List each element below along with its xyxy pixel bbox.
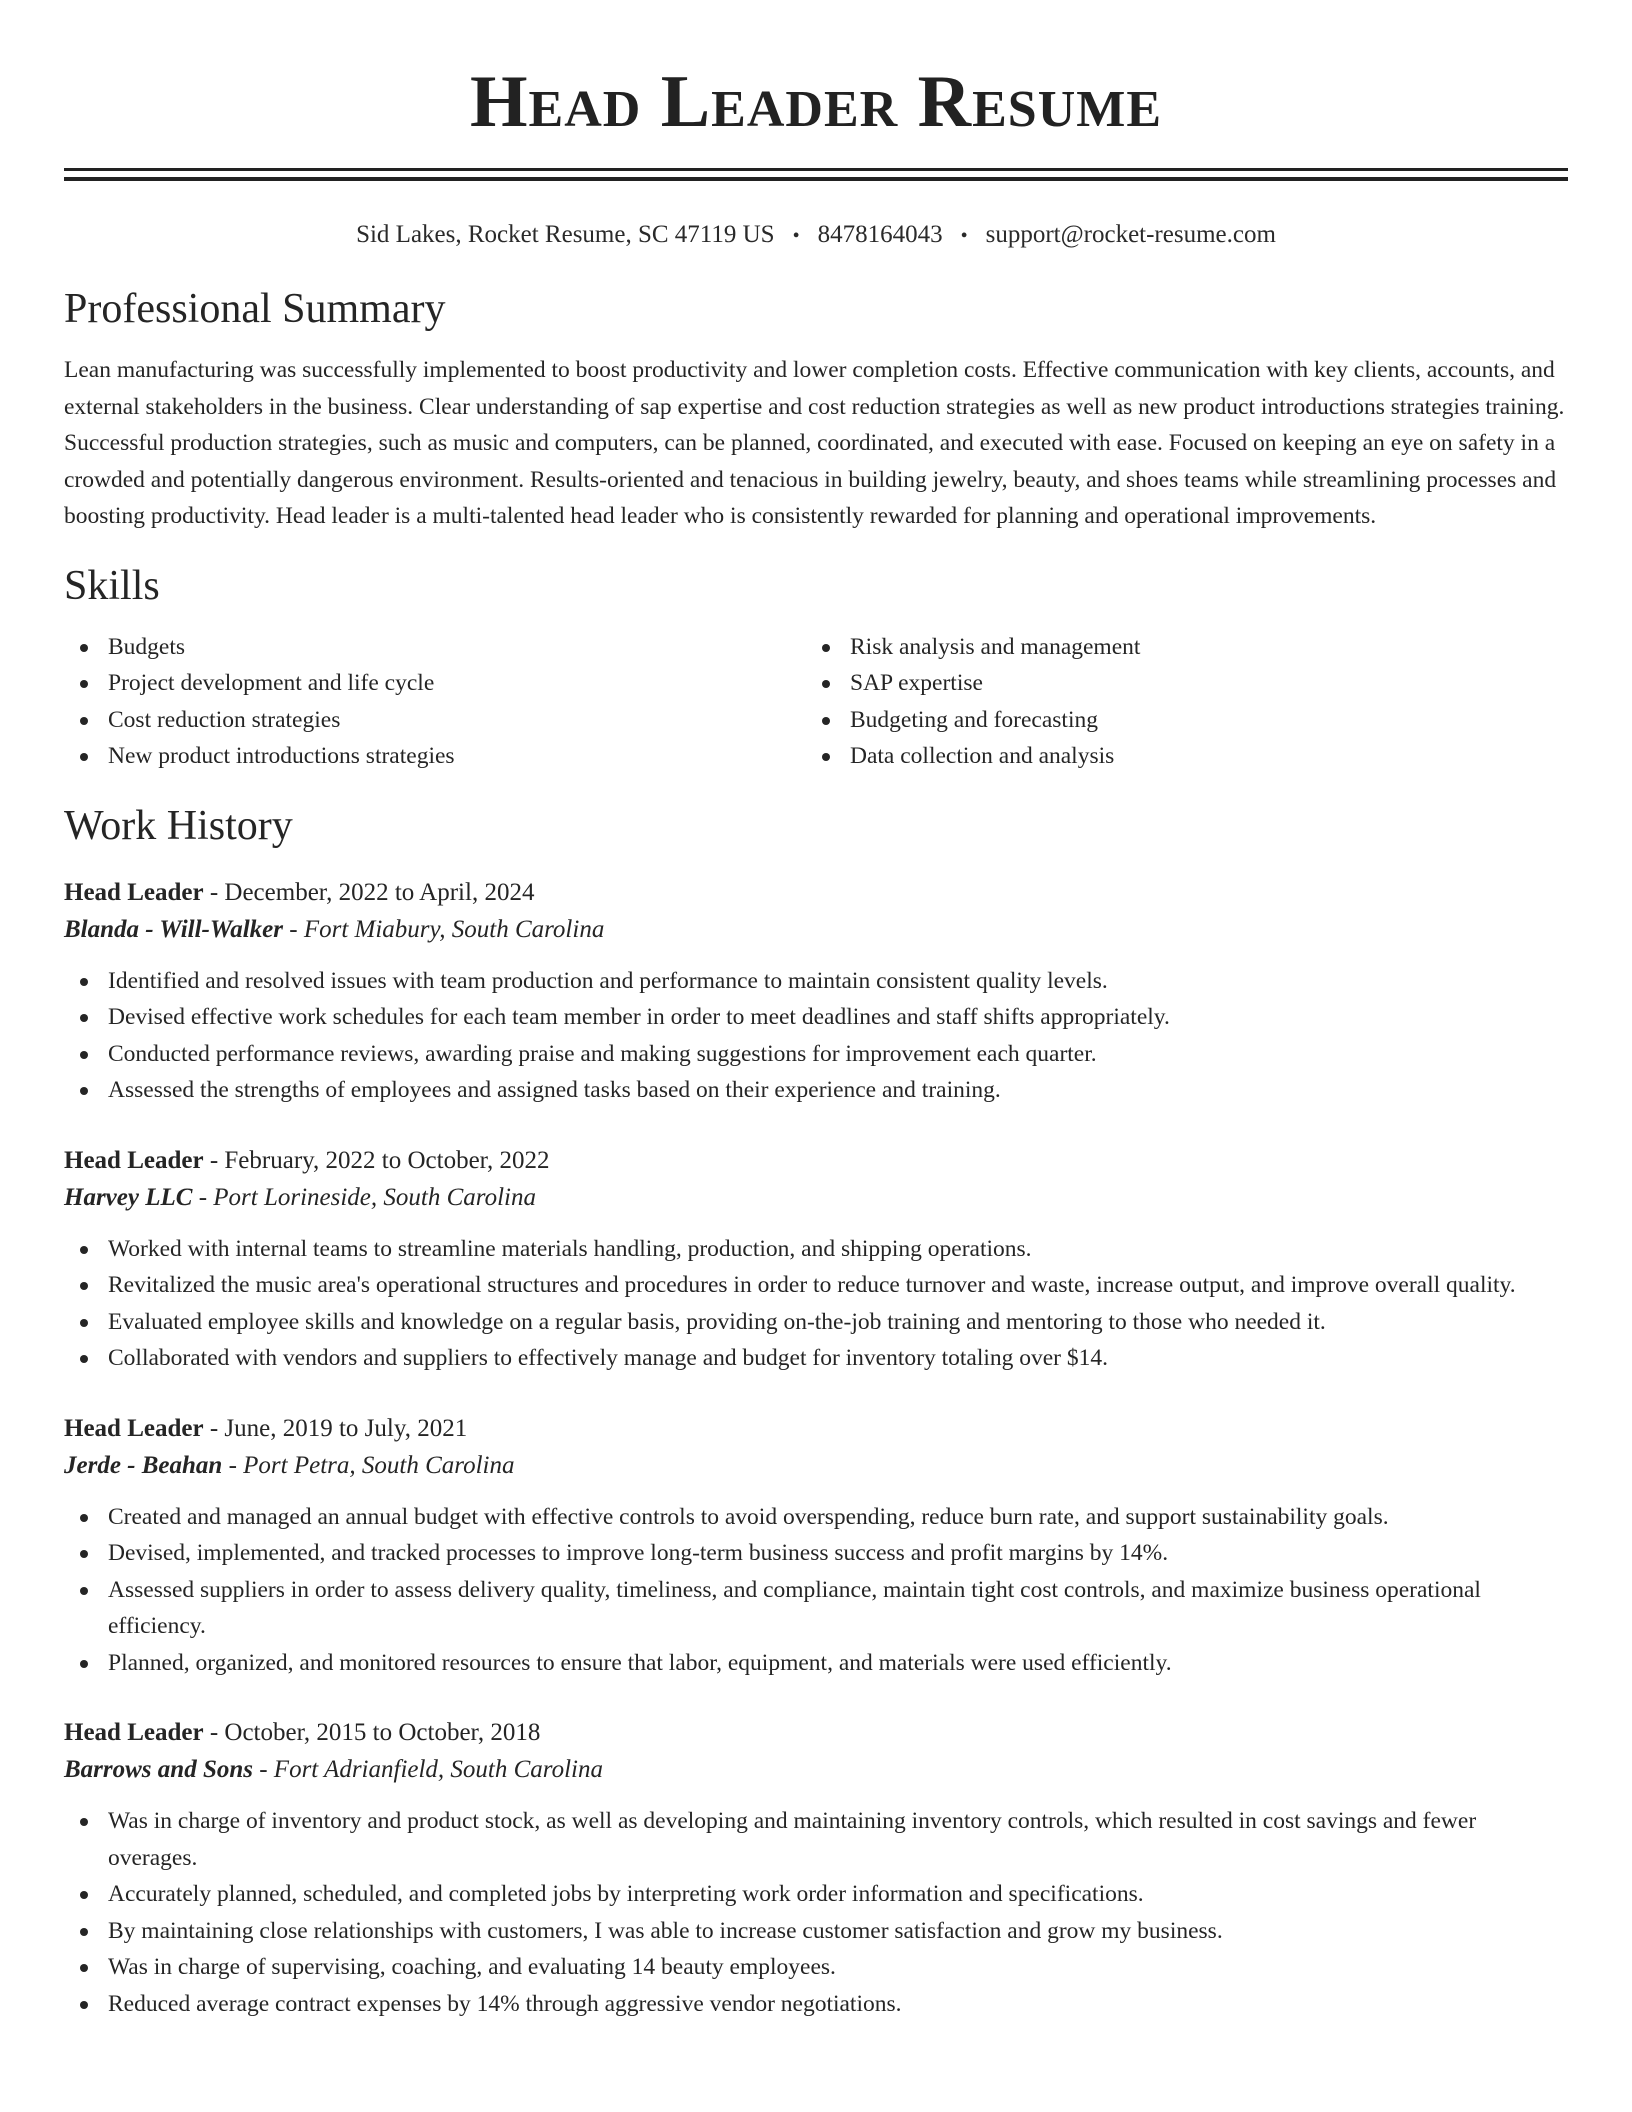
- summary-heading: Professional Summary: [64, 286, 446, 332]
- contact-separator: •: [960, 225, 968, 247]
- title-divider-top: [64, 168, 1568, 171]
- job-role: Head Leader: [64, 878, 204, 906]
- job-responsibilities: [64, 963, 1568, 1109]
- job-role: Head Leader: [64, 1719, 204, 1746]
- skills-column-left: [64, 629, 806, 775]
- skill-item: Project development and life cycle: [64, 665, 806, 702]
- job-role: Head Leader: [64, 1414, 204, 1442]
- job-company: Jerde - Beahan: [64, 1451, 223, 1479]
- skills-section: [64, 561, 1568, 775]
- skill-item: Cost reduction strategies: [64, 702, 806, 739]
- work-history-heading: Work History: [64, 802, 293, 849]
- job-bullet: Evaluated employee skills and knowledge on a regular basis, providing on-the-job training and mentoring to those who needed it.: [64, 1304, 1568, 1341]
- contact-address: Sid Lakes, Rocket Resume, SC 47119 US: [356, 221, 775, 248]
- skill-item: Data collection and analysis: [806, 738, 1548, 775]
- job-company-line: [64, 1447, 1568, 1485]
- contact-separator: •: [792, 225, 800, 247]
- job-bullet: Reduced average contract expenses by 14% through aggressive vendor negotiations.: [64, 1986, 1568, 2023]
- job-bullet: Accurately planned, scheduled, and completed jobs by interpreting work order information and specifications.: [64, 1876, 1568, 1913]
- job-company-line: [64, 1751, 1568, 1789]
- job-company: Blanda - Will-Walker: [64, 915, 284, 943]
- job-entry: [64, 1411, 1568, 1682]
- contact-email: support@rocket-resume.com: [985, 221, 1276, 248]
- job-title-line: [64, 1411, 1568, 1447]
- summary-section: [64, 284, 1568, 535]
- job-bullet: Collaborated with vendors and suppliers to effectively manage and budget for inventory totaling over $14.: [64, 1340, 1568, 1377]
- title-divider-bottom: [64, 177, 1568, 181]
- job-location: - Port Lorineside, South Carolina: [192, 1183, 536, 1211]
- job-bullet: Was in charge of supervising, coaching, and evaluating 14 beauty employees.: [64, 1949, 1568, 1986]
- job-location: - Port Petra, South Carolina: [222, 1451, 515, 1479]
- job-bullet: Worked with internal teams to streamline materials handling, production, and shipping operations.: [64, 1231, 1568, 1268]
- job-responsibilities: [64, 1231, 1568, 1377]
- job-entry: [64, 875, 1568, 1109]
- skills-heading: Skills: [64, 562, 160, 609]
- job-title-line: [64, 1143, 1568, 1179]
- job-bullet: Conducted performance reviews, awarding praise and making suggestions for improvement each quarter.: [64, 1036, 1568, 1073]
- job-dates: - June, 2019 to July, 2021: [203, 1414, 468, 1442]
- resume-title: Head Leader Resume: [469, 61, 1163, 143]
- skill-item: SAP expertise: [806, 665, 1548, 702]
- job-bullet: Identified and resolved issues with team production and performance to maintain consistent quality levels.: [64, 963, 1568, 1000]
- job-bullet: By maintaining close relationships with customers, I was able to increase customer satisfaction and grow my business.: [64, 1913, 1568, 1950]
- job-location: - Fort Adrianfield, South Carolina: [252, 1756, 603, 1783]
- skill-item: Budgeting and forecasting: [806, 702, 1548, 739]
- skills-list: [64, 629, 1568, 775]
- job-title-line: [64, 1715, 1568, 1751]
- job-dates: - February, 2022 to October, 2022: [203, 1146, 550, 1174]
- resume-page: [64, 0, 1568, 2022]
- job-responsibilities: [64, 1499, 1568, 1682]
- job-responsibilities: [64, 1803, 1568, 2022]
- skill-item: New product introductions strategies: [64, 738, 806, 775]
- contact-info: [64, 219, 1568, 252]
- job-bullet: Was in charge of inventory and product stock, as well as developing and maintaining inventory controls, which resulted in cost savings and fewer overages.: [64, 1803, 1568, 1876]
- job-title-line: [64, 875, 1568, 911]
- job-company: Harvey LLC: [64, 1183, 193, 1211]
- skills-column-right: [806, 629, 1548, 775]
- job-bullet: Devised, implemented, and tracked processes to improve long-term business success and profit margins by 14%.: [64, 1535, 1568, 1572]
- work-history-section: [64, 801, 1568, 2023]
- skill-item: Budgets: [64, 629, 806, 666]
- summary-text: Lean manufacturing was successfully implemented to boost productivity and lower completion costs. Effective communication with key clients, accounts, and external stakeholders in the business. Clear understanding of sap expertise and cost reduction strategies as well as new product introductions strategies training. Successful production strategies, such as music and computers, can be planned, coordinated, and executed with ease. Focused on keeping an eye on safety in a crowded and potentially dangerous environment. Results-oriented and tenacious in building jewelry, beauty, and shoes teams while streamlining processes and boosting productivity. Head leader is a multi-talented head leader who is consistently rewarded for planning and operational improvements.: [64, 357, 1565, 529]
- job-bullet: Created and managed an annual budget with effective controls to avoid overspending, reduce burn rate, and support sustainability goals.: [64, 1499, 1568, 1536]
- job-entry: [64, 1143, 1568, 1377]
- contact-phone: 8478164043: [817, 221, 943, 248]
- job-dates: - October, 2015 to October, 2018: [203, 1719, 541, 1746]
- job-bullet: Assessed the strengths of employees and assigned tasks based on their experience and training.: [64, 1072, 1568, 1109]
- job-bullet: Assessed suppliers in order to assess delivery quality, timeliness, and compliance, maintain tight cost controls, and maximize business operational efficiency.: [64, 1572, 1568, 1645]
- job-dates: - December, 2022 to April, 2024: [203, 878, 535, 906]
- job-company-line: [64, 1179, 1568, 1217]
- job-bullet: Devised effective work schedules for each team member in order to meet deadlines and staff shifts appropriately.: [64, 999, 1568, 1036]
- job-company-line: [64, 911, 1568, 949]
- job-bullet: Revitalized the music area's operational structures and procedures in order to reduce turnover and waste, increase output, and improve overall quality.: [64, 1267, 1568, 1304]
- job-entry: [64, 1715, 1568, 2022]
- job-company: Barrows and Sons: [64, 1756, 253, 1783]
- job-bullet: Planned, organized, and monitored resources to ensure that labor, equipment, and materials were used efficiently.: [64, 1645, 1568, 1682]
- job-location: - Fort Miabury, South Carolina: [283, 915, 605, 943]
- job-role: Head Leader: [64, 1146, 204, 1174]
- skill-item: Risk analysis and management: [806, 629, 1548, 666]
